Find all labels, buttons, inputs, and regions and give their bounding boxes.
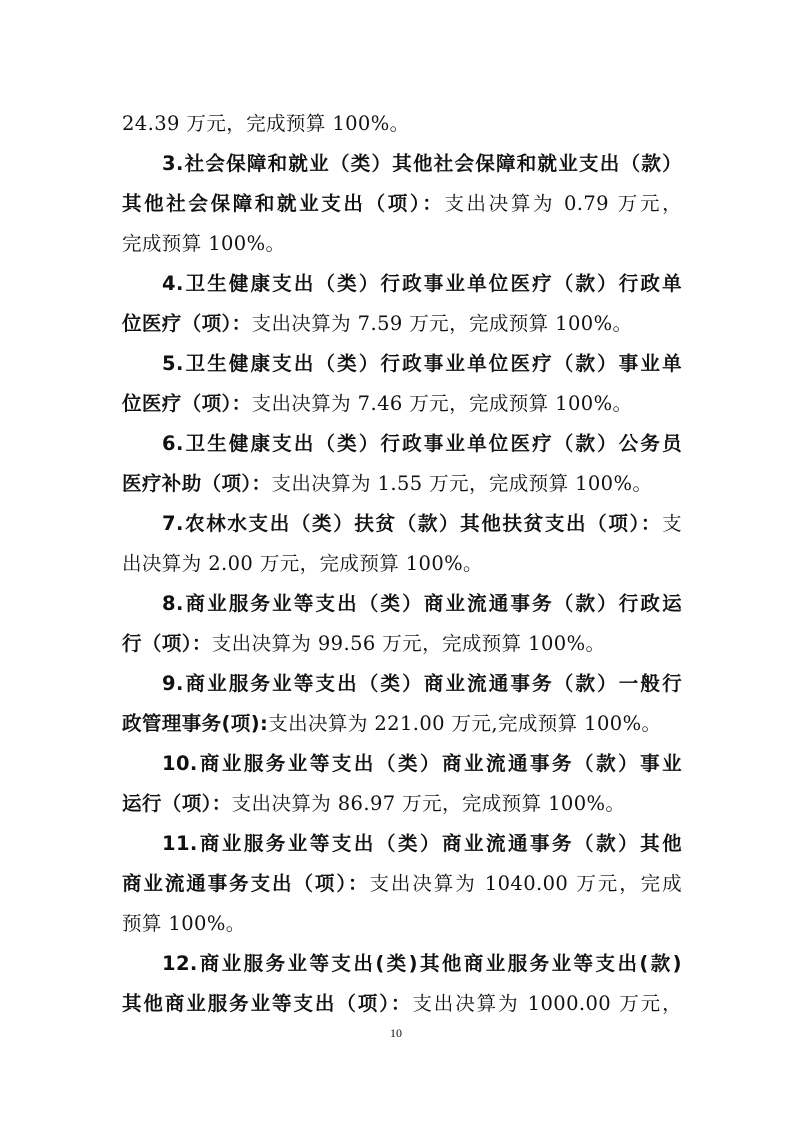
item-4-line-2 — [122, 304, 682, 344]
item-7-line-2 — [122, 544, 682, 584]
item-11-amount: 支出决算为 1040.00 万元，完成 — [369, 872, 682, 895]
item-6-amount: 支出决算为 1.55 万元，完成预算 100%。 — [271, 472, 653, 495]
item-9-amount: 支出决算为 221.00 万元,完成预算 100%。 — [268, 712, 662, 735]
item-11-completion: 预算 100%。 — [122, 912, 246, 935]
item-3-title: 3.社会保障和就业（类）其他社会保障和就业支出（款） — [162, 152, 682, 175]
item-5-title-cont: 位医疗（项）： — [122, 392, 252, 415]
item-12-title-cont: 其他商业服务业等支出（项）： — [122, 992, 413, 1015]
item-3-title-cont: 其他社会保障和就业支出（项）： — [122, 192, 445, 215]
item-12-heading — [162, 944, 682, 984]
item-7-title: 7.农林水支出（类）扶贫（款）其他扶贫支出（项）： — [162, 512, 663, 535]
item-5-line-2 — [122, 384, 682, 424]
item-9-title: 9.商业服务业等支出（类）商业流通事务（款）一般行 — [162, 672, 682, 695]
item-9-title-cont: 政管理事务(项): — [122, 712, 269, 735]
item-9-heading — [162, 664, 682, 704]
item-7-amount-start: 支 — [662, 512, 682, 535]
item-12-amount: 支出决算为 1000.00 万元， — [412, 992, 682, 1015]
item-8-line-2 — [122, 624, 682, 664]
item-8-heading — [162, 584, 682, 624]
item-10-amount: 支出决算为 86.97 万元，完成预算 100%。 — [231, 792, 626, 815]
item-12-line-2 — [122, 984, 682, 1024]
item-8-title: 8.商业服务业等支出（类）商业流通事务（款）行政运 — [162, 592, 682, 615]
item-3-line-2 — [122, 184, 682, 224]
item-11-title-cont: 商业流通事务支出（项）： — [122, 872, 370, 895]
item-6-heading — [162, 424, 682, 464]
item-3-amount: 支出决算为 0.79 万元， — [444, 192, 682, 215]
item-5-heading — [162, 344, 682, 384]
item-10-line-2 — [122, 784, 682, 824]
item-3-completion: 完成预算 100%。 — [122, 232, 286, 255]
item-4-heading — [162, 264, 682, 304]
item-8-amount: 支出决算为 99.56 万元，完成预算 100%。 — [211, 632, 606, 655]
item-3-line-3 — [122, 224, 682, 264]
item-3-heading — [162, 144, 682, 184]
item-7-amount: 出决算为 2.00 万元，完成预算 100%。 — [122, 552, 483, 575]
item-6-line-2 — [122, 464, 682, 504]
item-10-title: 10.商业服务业等支出（类）商业流通事务（款）事业 — [162, 752, 682, 775]
item-6-title: 6.卫生健康支出（类）行政事业单位医疗（款）公务员 — [162, 432, 682, 455]
item-7-heading — [162, 504, 682, 544]
item-5-amount: 支出决算为 7.46 万元，完成预算 100%。 — [251, 392, 633, 415]
item-8-title-cont: 行（项）： — [122, 632, 212, 655]
item-11-line-2 — [122, 864, 682, 904]
item-4-title: 4.卫生健康支出（类）行政事业单位医疗（款）行政单 — [162, 272, 682, 295]
text-line-1 — [122, 104, 682, 144]
item-11-title: 11.商业服务业等支出（类）商业流通事务（款）其他 — [162, 832, 682, 855]
item-10-heading — [162, 744, 682, 784]
item-4-title-cont: 位医疗（项）： — [122, 312, 252, 335]
item-12-title: 12.商业服务业等支出(类)其他商业服务业等支出(款) — [162, 952, 682, 975]
item-5-title: 5.卫生健康支出（类）行政事业单位医疗（款）事业单 — [162, 352, 682, 375]
item-4-amount: 支出决算为 7.59 万元，完成预算 100%。 — [251, 312, 633, 335]
item-11-heading — [162, 824, 682, 864]
item-6-title-cont: 医疗补助（项）： — [122, 472, 272, 495]
line-text: 24.39 万元，完成预算 100%。 — [122, 112, 410, 135]
item-9-line-2 — [122, 704, 682, 744]
item-10-title-cont: 运行（项）： — [122, 792, 232, 815]
item-11-line-3 — [122, 904, 682, 944]
page-number: 10 — [390, 1026, 402, 1040]
